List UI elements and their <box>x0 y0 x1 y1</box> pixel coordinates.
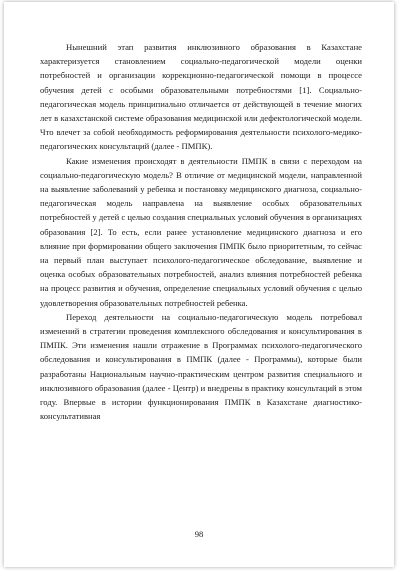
document-page <box>4 2 394 567</box>
paragraph-1: Нынешний этап развития инклюзивного образования в Казахстане характеризуется становлением социально-педагогической модели оценки потребностей и организации коррекционно-педагогической помощи в процессе обучения детей с особыми образовательными потребностями [1]. Социально-педагогическая модель принципиально отличается от действующей в течение многих лет в казахстанской системе образования медицинской или дефектологической модели. Что влечет за собой необходимость реформирования деятельности психолого-медико-педагогических консультаций (далее - ПМПК). <box>40 42 362 152</box>
page-number: 98 <box>194 529 204 539</box>
paragraph-3: Переход деятельности на социально-педагогическую модель потребовал изменений в стратегии проведения комплексного обследования и консультирования в ПМПК. Эти изменения нашли отражение в Программах психолого-педагогического обследования и консультирования в ПМПК (далее - Программы), которые были разработаны Национальным научно-практическим центром развития специального и инклюзивного образования (далее - Центр) и внедрены в практику консультаций в этом году. Впервые в истории функционирования ПМПК в Казахстане диагностико-консультативная <box>40 311 362 422</box>
paragraph-2: Какие изменения происходят в деятельности ПМПК в связи с переходом на социально-педагогическую модель? В отличие от медицинской модели, направленной на выявление заболеваний у ребенка и постановку медицинского диагноза, социально-педагогическая модель направлена на выявление особых образовательных потребностей у детей с целью создания специальных условий обучения в организациях образования [2]. То есть, если ранее установление медицинского диагноза и его влияние при формировании общего заключения ПМПК было приоритетным, то сейчас на первый план выступает психолого-педагогическое обследование, выявление и оценка особых образовательных потребностей, анализ влияния потребностей ребенка на процесс развития и обучения, определение специальных условий обучения с целью удовлетворения образовательных потребностей ребенка. <box>40 155 362 308</box>
page-body <box>40 40 362 423</box>
